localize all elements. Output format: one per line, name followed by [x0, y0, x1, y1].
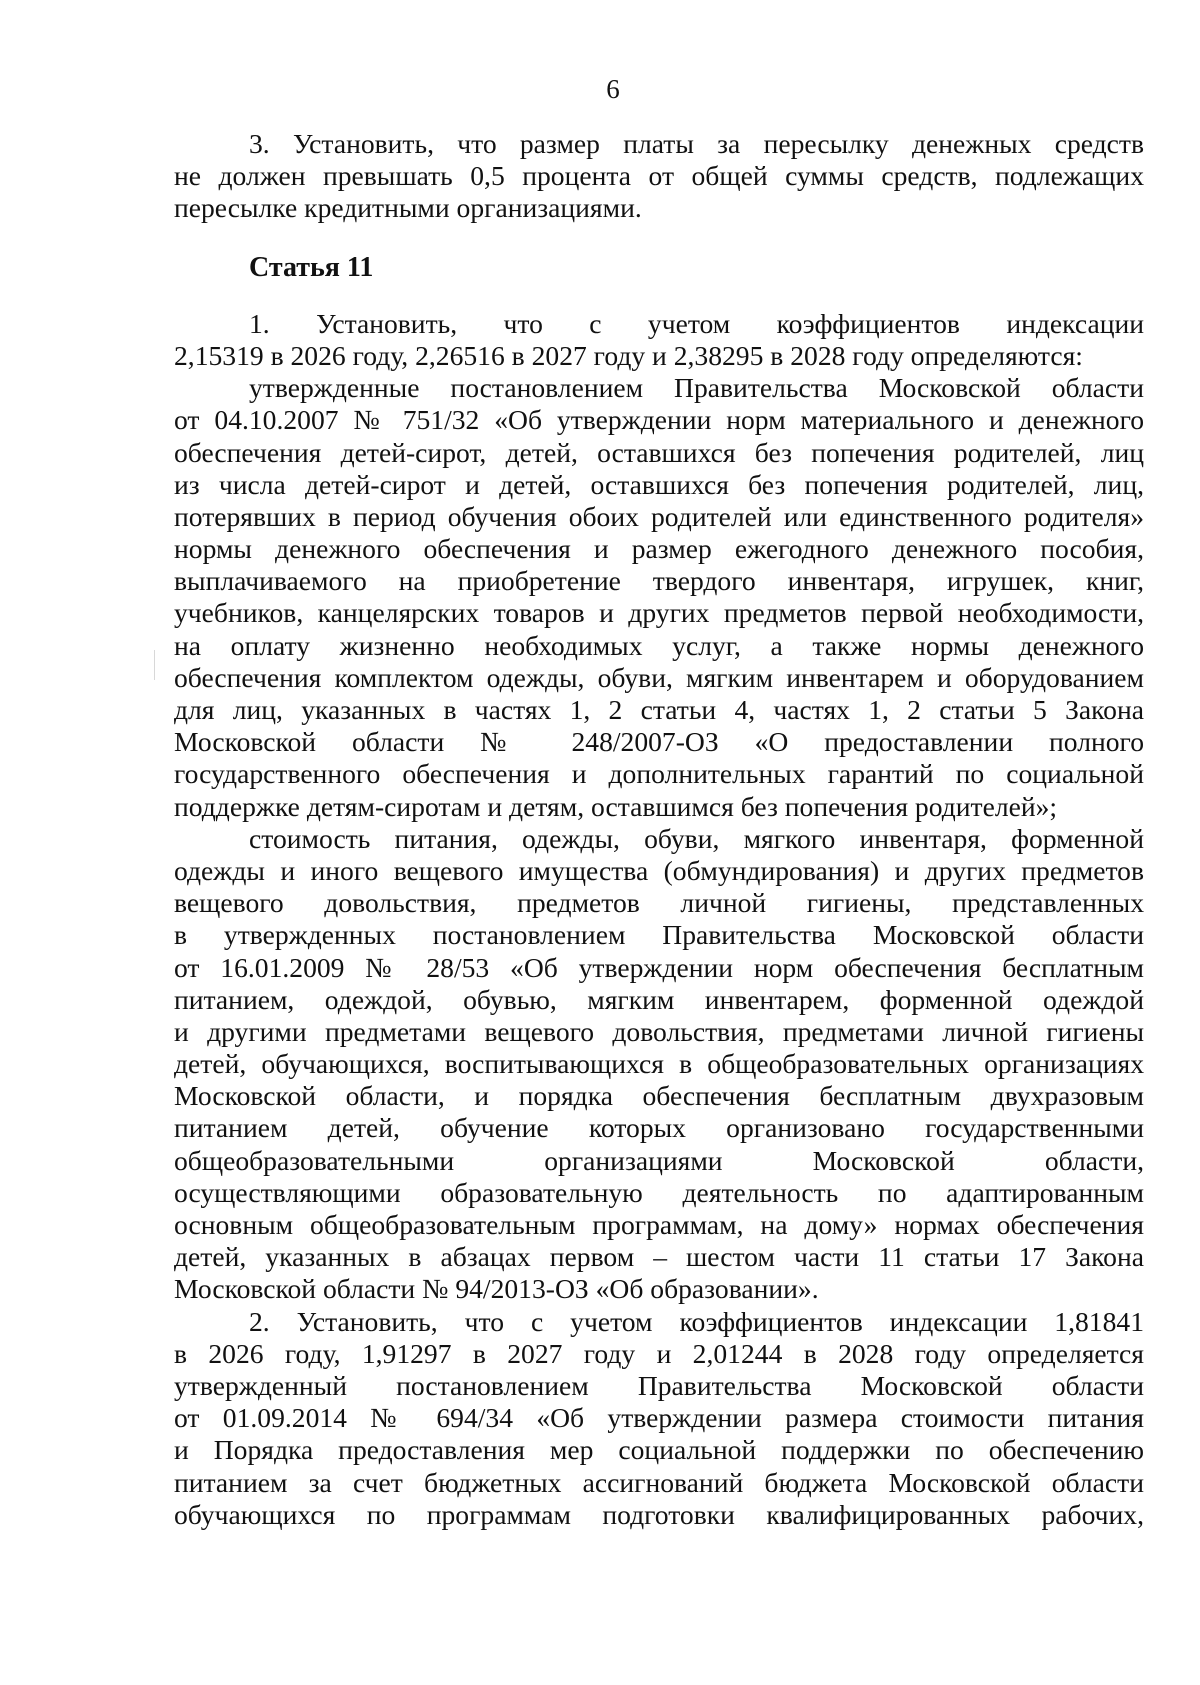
- page-number: 6: [606, 74, 620, 104]
- text-line: от 04.10.2007 № 751/32 «Об утверждении норм материального и денежного: [174, 404, 1144, 436]
- text-line: потерявших в период обучения обоих родителей или единственного родителя»: [174, 500, 1144, 532]
- text-line: в 2026 году, 1,91297 в 2027 году и 2,01244 в 2028 году определяется: [174, 1337, 1144, 1369]
- text-line: нормы денежного обеспечения и размер ежегодного денежного пособия,: [174, 533, 1144, 565]
- text-line: осуществляющими образовательную деятельность по адаптированным: [174, 1176, 1144, 1208]
- text-line: одежды и иного вещевого имущества (обмундирования) и других предметов: [174, 854, 1144, 886]
- text-line: Московской области № 248/2007-ОЗ «О предоставлении полного: [174, 726, 1144, 758]
- text-line: детей, указанных в абзацах первом – шестом части 11 статьи 17 Закона: [174, 1241, 1144, 1273]
- text-line: и другими предметами вещевого довольствия, предметами личной гигиены: [174, 1015, 1144, 1047]
- text-line: 2. Установить, что с учетом коэффициентов индексации 1,81841: [249, 1305, 1144, 1337]
- paragraph-2: [174, 1306, 1144, 1531]
- text-line: для лиц, указанных в частях 1, 2 статьи 4, частях 1, 2 статьи 5 Закона: [174, 694, 1144, 725]
- text-line: основным общеобразовательным программам, на дому» нормах обеспечения: [174, 1209, 1144, 1240]
- text-line: на оплату жизненно необходимых услуг, а также нормы денежного: [174, 629, 1144, 661]
- text-line: от 16.01.2009 № 28/53 «Об утверждении норм обеспечения бесплатным: [174, 951, 1144, 983]
- text-line: детей, обучающихся, воспитывающихся в общеобразовательных организациях: [174, 1048, 1144, 1080]
- text-line: и Порядка предоставления мер социальной поддержки по обеспечению: [174, 1434, 1144, 1466]
- paragraph-1-item-2: [174, 823, 1144, 1306]
- text-line: поддержке детям-сиротам и детям, оставшимся без попечения родителей»;: [174, 790, 1058, 822]
- text-line: стоимость питания, одежды, обуви, мягкого инвентаря, форменной: [249, 822, 1144, 854]
- text-line: 2,15319 в 2026 году, 2,26516 в 2027 году и 2,38295 в 2028 году определяются:: [174, 339, 1083, 371]
- text-line: учебников, канцелярских товаров и других предметов первой необходимости,: [174, 597, 1144, 629]
- text-line: государственного обеспечения и дополнительных гарантий по социальной: [174, 758, 1144, 790]
- text-line: Московской области № 94/2013-ОЗ «Об образовании».: [174, 1273, 819, 1305]
- article-title: Статья 11: [249, 251, 374, 283]
- paragraph-1-item-1: [174, 372, 1144, 823]
- text-line: от 01.09.2014 № 694/34 «Об утверждении размера стоимости питания: [174, 1402, 1144, 1434]
- text-line: пересылке кредитными организациями.: [174, 192, 642, 224]
- text-line: не должен превышать 0,5 процента от общей суммы средств, подлежащих: [174, 160, 1144, 192]
- text-line: 3. Установить, что размер платы за пересылку денежных средств: [249, 128, 1144, 159]
- text-line: питанием за счет бюджетных ассигнований бюджета Московской области: [174, 1466, 1144, 1498]
- scan-margin-mark: [154, 650, 155, 680]
- text-line: 1. Установить, что с учетом коэффициентов индексации: [249, 307, 1144, 339]
- text-line: выплачиваемого на приобретение твердого инвентаря, игрушек, книг,: [174, 565, 1144, 597]
- text-line: утвержденные постановлением Правительства Московской области: [249, 372, 1144, 404]
- text-line: Московской области, и порядка обеспечения бесплатным двухразовым: [174, 1080, 1144, 1112]
- document-body: [174, 128, 1144, 1531]
- text-line: утвержденный постановлением Правительства Московской области: [174, 1369, 1144, 1401]
- text-line: вещевого довольствия, предметов личной гигиены, представленных: [174, 887, 1144, 919]
- text-line: обучающихся по программам подготовки квалифицированных рабочих,: [174, 1498, 1144, 1530]
- paragraph-1-intro: [174, 308, 1144, 372]
- text-line: питанием, одеждой, обувью, мягким инвентарем, форменной одеждой: [174, 983, 1144, 1015]
- paragraph-3: [174, 128, 1144, 225]
- text-line: обеспечения детей-сирот, детей, оставшихся без попечения родителей, лиц: [174, 436, 1144, 468]
- text-line: обеспечения комплектом одежды, обуви, мягким инвентарем и оборудованием: [174, 661, 1144, 693]
- text-line: из числа детей-сирот и детей, оставшихся без попечения родителей, лиц,: [174, 468, 1144, 500]
- text-line: питанием детей, обучение которых организовано государственными: [174, 1112, 1144, 1144]
- text-line: общеобразовательными организациями Московской области,: [174, 1144, 1144, 1176]
- text-line: в утвержденных постановлением Правительства Московской области: [174, 919, 1144, 951]
